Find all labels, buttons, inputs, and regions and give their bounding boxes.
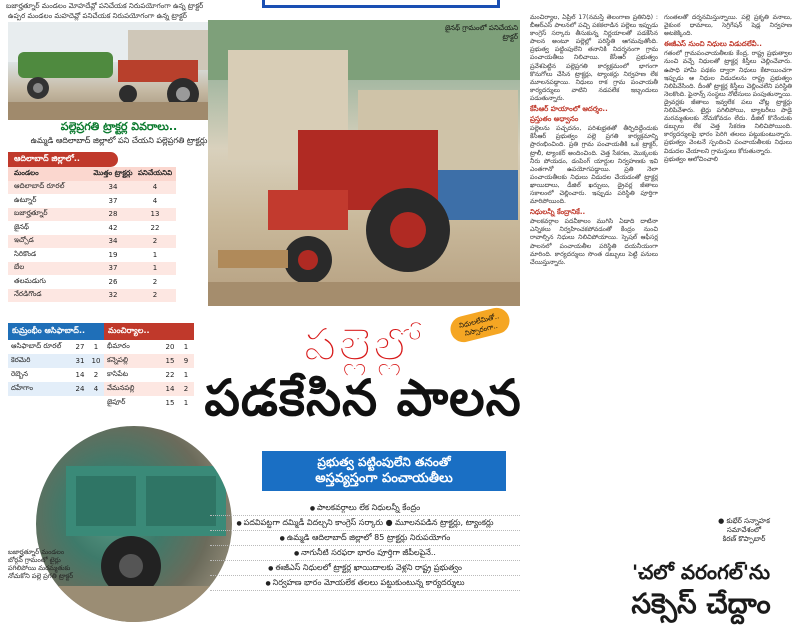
circle-trolley-photo — [34, 424, 234, 624]
masthead-box — [262, 0, 500, 8]
table-row — [8, 382, 104, 396]
table-row — [8, 262, 176, 276]
table-cell: జైనథ్ — [14, 222, 29, 231]
table-row — [104, 396, 194, 410]
table-cell: ఆసిఫాబాద్ రూరల్ — [11, 342, 62, 350]
bullet-item: ● పాలకవర్గాలు లేక నిధులన్నీ కేంద్రం — [210, 501, 520, 516]
table-cell: 1 — [183, 371, 189, 379]
table-cell: 24 — [75, 385, 85, 393]
circle-photo-caption: బజార్హత్నూర్ మండలం బోర్గవ్ గ్రామంలో టైర్లు పగిలిపోయి మరమ్మతుకు నోచుకోని పల్లె ప్రగతి ట్రాక్టర్ — [8, 548, 74, 580]
asifabad-table — [8, 323, 104, 396]
byline-line: ● కుభేర్ సన్నాహక — [718, 517, 770, 525]
table-cell: 2 — [152, 291, 158, 300]
table-header-cell: మండలం — [14, 168, 39, 177]
table-cell: 42 — [108, 223, 118, 232]
table-cell: దహేగాం — [11, 384, 34, 392]
table-row — [104, 354, 194, 368]
table-cell: వేమనపల్లి — [107, 384, 135, 392]
table-cell: 1 — [93, 343, 99, 351]
table-header-cell: పనిచేయనివి — [137, 168, 173, 177]
bullet-item: ● పదవిపట్టగా దమ్మిడీ విదల్చని కాంగ్రెస్ సర్కారు ● మూలనపడిన ట్రాక్టర్లు, ట్యాంకర్లు — [210, 516, 520, 531]
table-row — [8, 289, 176, 303]
table-cell: 1 — [152, 264, 158, 273]
table-cell: 15 — [165, 399, 175, 407]
table-cell: 1 — [183, 343, 189, 351]
table-row — [8, 194, 176, 208]
bullet-item: ● ఈజీఎస్ నిధులలో ట్రాక్టర్ల ఖాయిదాలకు వెళ్లని రాష్ట్ర ప్రభుత్వం — [210, 561, 520, 576]
table-row — [8, 354, 104, 368]
table-cell: జైపూర్ — [107, 398, 126, 406]
mancherial-table-body — [104, 340, 194, 410]
article-paragraph: పాలకవర్గాల పదవీకాలం ముగిసి ఏడాది దాటినా ఎన్నికలు నిర్వహించకపోవడంతో కేంద్రం నుంచి రావాల్సిన నిధులు నిలిచిపోయాయి. స్పెషల్ ఆఫీసర్ల పాలనలో పంచాయతీల పరిస్థితి దయనీయంగా మారింది. కార్యదర్శులు సొంత డబ్బులు పెట్టి పనులు చేయిస్తున్నారు. — [530, 218, 658, 266]
subheadline-line-1: ప్రభుత్వ పట్టింపులేని తనంతో — [317, 455, 451, 469]
table-header-row — [8, 167, 176, 181]
article-paragraph: గతంలో గ్రామపంచాయతీలకు కేంద్ర, రాష్ట్ర ప్రభుత్వాల నుంచి వచ్చే నిధులతో ట్రాక్టర్ల కిస్తీలు చెల్లించేవారు. ఉపాధి హామీ పథకం ద్వారా నిధులు కేటాయించగా ఇప్పుడు ఆ నిధుల విడుదలను రాష్ట్ర ప్రభుత్వం నిలిపివేసింది. దీంతో ట్రాక్టర్ల కిస్తీలు చెల్లించలేని పరిస్థితి నెలకొంది. ఫైనాన్స్ సంస్థలు నోటీసులు పంపుతున్నాయి. డ్రైవర్లకు జీతాలు ఇవ్వలేక పలు చోట్ల ట్రాక్టర్లు నిలిపివేశారు. టైర్లు పగిలిపోయి, బ్యాటరీలు పాడై మరమ్మతులకు నోచుకోవడం లేదు. డీజిల్ కొనేందుకు డబ్బులు లేక చెత్త సేకరణ నిలిచిపోయింది. కార్యదర్శులపై భారం పెరిగి తలలు పట్టుకుంటున్నారు. ప్రభుత్వం వెంటనే స్పందించి పంచాయతీలకు నిధులు విడుదల చేయాలని గ్రామస్తులు కోరుతున్నారు. — [664, 50, 792, 155]
table-row — [8, 181, 176, 195]
table-cell: 37 — [108, 196, 118, 205]
article-column-b — [664, 14, 792, 434]
table-cell: 27 — [75, 343, 85, 351]
left-photo-caption: ఉప్పర మండలం మహదెవ్లో పనిచేయక నిరుపయోగంగా ఉన్న ట్రాక్టర్ — [8, 12, 187, 20]
article-paragraph: మంచిర్యాల, ఏప్రిల్ 17(నమస్తే తెలంగాణ ప్రతినిధి) : బీఆర్ఎస్ పాలనలో పచ్చి పకకలాడిన పల్లెలు ఇప్పుడు కాంగ్రెస్ సర్కారు తీసుకున్న నిర్ణయాలతో పడకేసిన పాలన అంటూ పల్లెల్లో పరిస్థితి ఆగమవుతోంది. ప్రభుత్వ పట్టింపులేని తనానికి నిదర్శనంగా గ్రామ పంచాయతీలు నిలిచాయి. కేసీఆర్ ప్రభుత్వం ప్రవేశపెట్టిన పల్లెప్రగతి కార్యక్రమంలో భాగంగా కొనుగోలు చేసిన ట్రాక్టర్లు, ట్యాంకర్లు నిర్వహణ లేక మూలనపడ్డాయి. నిధులు రాక గ్రామ పంచాయతీ కార్యదర్శులు వాటిని నడపలేక ఇబ్బందులు పడుతున్నారు. — [530, 14, 658, 102]
table-cell: 2 — [183, 385, 189, 393]
table-cell: భీమారం — [107, 342, 130, 350]
article-paragraph: గుంతలతో దర్శనమిస్తున్నాయి. పల్లె ప్రకృతి వనాలు, వైకుంఠ ధామాలు, సెగ్రిగేషన్ షెడ్ల నిర్వహణ అటకెక్కింది. — [664, 14, 792, 38]
table-cell: బజార్హత్నూర్ — [14, 209, 48, 218]
table-cell: 28 — [108, 210, 118, 219]
article-column-a — [530, 14, 658, 516]
table-row — [8, 208, 176, 222]
table-cell: 22 — [165, 371, 175, 379]
tractor-details-subtitle: ఉమ్మడి ఆదిలాబాద్ జిల్లాలో పని చేయని పల్లెప్రగతి ట్రాక్టర్లు — [30, 136, 208, 145]
table-row — [104, 340, 194, 354]
table-cell: 4 — [93, 385, 99, 393]
table-cell: ఇచ్చోడ — [14, 236, 34, 245]
tractor-photo-left — [8, 22, 230, 120]
bullet-list — [210, 501, 520, 591]
table-cell: 22 — [150, 223, 160, 232]
table-cell: 34 — [108, 183, 118, 192]
article-subheading: కేసీఆర్ హయాంలో ఆదర్శం.. — [530, 105, 608, 114]
table-cell: 37 — [108, 264, 118, 273]
asifabad-table-title: కుమ్రంభీం ఆసిఫాబాద్.. — [8, 323, 104, 340]
table-cell: 9 — [183, 357, 189, 365]
table-row — [8, 248, 176, 262]
headline-line-1: పల్లెల్లో — [303, 317, 423, 371]
byline-line: సమావేశంలో — [726, 526, 762, 534]
main-photo-caption: జైనథ్ గ్రామంలో పనిచేయని ట్రాక్టర్ — [445, 24, 518, 41]
table-cell: రెబ్బెన — [11, 370, 29, 378]
table-cell: బేల — [14, 263, 25, 272]
table-cell: 15 — [165, 357, 175, 365]
byline — [694, 517, 794, 544]
article-subheading: ప్రస్తుతం అధ్వానం — [530, 115, 579, 124]
headline-badge: నిధులలేమితో.. నిస్సారంగా.. — [445, 303, 514, 348]
article-paragraph: పల్లెలను పచ్చదనం, పరిశుభ్రతతో తీర్చిదిద్దేందుకు కేసీఆర్ ప్రభుత్వం పల్లె ప్రగతి కార్యక్రమాన్ని ప్రారంభించింది. ప్రతి గ్రామ పంచాయతీకి ఒక ట్రాక్టర్, ట్రాలీ, ట్యాంకర్ అందించింది. చెత్త సేకరణ, మొక్కలకు నీరు పోయడం, డంపింగ్ యార్డుల నిర్వహణకు ఇవి ఎంతగానో ఉపయోగపడ్డాయి. ప్రతి నెలా పంచాయతీలకు నిధులు విడుదల చేయడంతో ట్రాక్టర్ల ఖాయిదాలు, డీజిల్ ఖర్చులు, డ్రైవర్ల జీతాలు సకాలంలో చెల్లించారు. ఇప్పుడు పరిస్థితి పూర్తిగా మారిపోయింది. — [530, 125, 658, 206]
table-cell: 26 — [108, 277, 118, 286]
tractor-details-head — [8, 120, 230, 147]
table-cell: కెరమెరి — [11, 356, 31, 364]
table-row — [104, 368, 194, 382]
table-cell: 14 — [75, 371, 85, 379]
table-cell: ఉట్నూర్ — [14, 195, 37, 204]
article-subheading: ఈజీఎస్ నుంచి నిధులు విడుదలేవీ.. — [664, 40, 762, 49]
table-cell: 14 — [165, 385, 175, 393]
mancherial-table-title: మంచిర్యాల.. — [104, 323, 194, 340]
table-cell: తలమడుగు — [14, 276, 46, 285]
table-cell: 4 — [152, 196, 158, 205]
table-header-cell: మొత్తం ట్రాక్టర్లు — [93, 168, 133, 177]
table-cell: ఆదిలాబాద్ రూరల్ — [14, 182, 65, 191]
table-row — [8, 221, 176, 235]
table-cell: 4 — [152, 183, 158, 192]
table-cell: 13 — [150, 210, 160, 219]
table-cell: 34 — [108, 237, 118, 246]
mancherial-table — [104, 323, 194, 410]
main-tractor-illustration — [208, 20, 520, 306]
byline-line: కిరణ్ కొప్పాబార్ — [722, 535, 766, 543]
subheadline-line-2: అస్తవ్యస్తంగా పంచాయతీలు — [315, 471, 453, 486]
tractor-illustration — [8, 22, 230, 120]
asifabad-table-body — [8, 340, 104, 396]
table-cell: 20 — [165, 343, 175, 351]
table-cell: 1 — [152, 250, 158, 259]
headline-line-2: పడకేసిన పాలన — [204, 368, 522, 427]
adilabad-table — [8, 152, 176, 302]
adilabad-table-body — [8, 167, 176, 302]
table-row — [8, 275, 176, 289]
table-cell: 1 — [183, 399, 189, 407]
table-cell: 2 — [93, 371, 99, 379]
table-row — [8, 368, 104, 382]
article-subheading: నిధులన్నీ కేంద్రానికే.. — [530, 208, 586, 217]
bullet-item: ● నిర్వహణ భారం మోయలేక తలలు పట్టుకుంటున్న కార్యదర్శులు — [210, 576, 520, 591]
table-cell: 2 — [152, 237, 158, 246]
chalo-headline-line-2: సక్సెస్ చేద్దాం — [631, 587, 771, 620]
article-paragraph: ప్రభుత్వం ఆలోచించాలి — [664, 155, 718, 163]
bullet-item: ● నాగునీటి సరఫరా భారం పూర్తిగా జీపీలపైనే.. — [210, 546, 520, 561]
table-cell: 32 — [108, 291, 118, 300]
bullet-item: ● ఉమ్మడి ఆదిలాబాద్ జిల్లాలో 85 ట్రాక్టర్లు నిరుపయోగం — [210, 531, 520, 546]
trolley-illustration — [36, 426, 234, 624]
table-cell: 2 — [152, 277, 158, 286]
tractor-details-title: పల్లెప్రగతి ట్రాక్టర్ల వివరాలు.. — [60, 120, 178, 133]
table-row — [104, 382, 194, 396]
table-cell: కన్నెపల్లి — [107, 356, 128, 364]
main-tractor-photo — [208, 20, 520, 306]
table-cell: కాసిపేట — [107, 370, 129, 378]
article-body — [530, 14, 792, 514]
table-cell: సిరికొండ — [14, 249, 37, 258]
table-row — [8, 235, 176, 249]
table-cell: 10 — [91, 357, 101, 365]
main-headline — [198, 318, 528, 426]
table-cell: 31 — [75, 357, 85, 365]
table-cell: నేరడిగొండ — [14, 290, 42, 299]
top-caption: బజార్హత్నూర్ మండలం మోహదేవ్లో పనిచేయక నిరుపయోగంగా ఉన్న ట్రాక్టర్ — [6, 2, 204, 10]
chalo-headline-line-1: 'చలో వరంగల్'ను — [631, 560, 770, 584]
blue-subheadline — [262, 451, 506, 491]
adilabad-table-title: ఆదిలాబాద్ జిల్లాలో.. — [8, 152, 118, 167]
table-row — [8, 340, 104, 354]
table-cell: 19 — [108, 250, 118, 259]
